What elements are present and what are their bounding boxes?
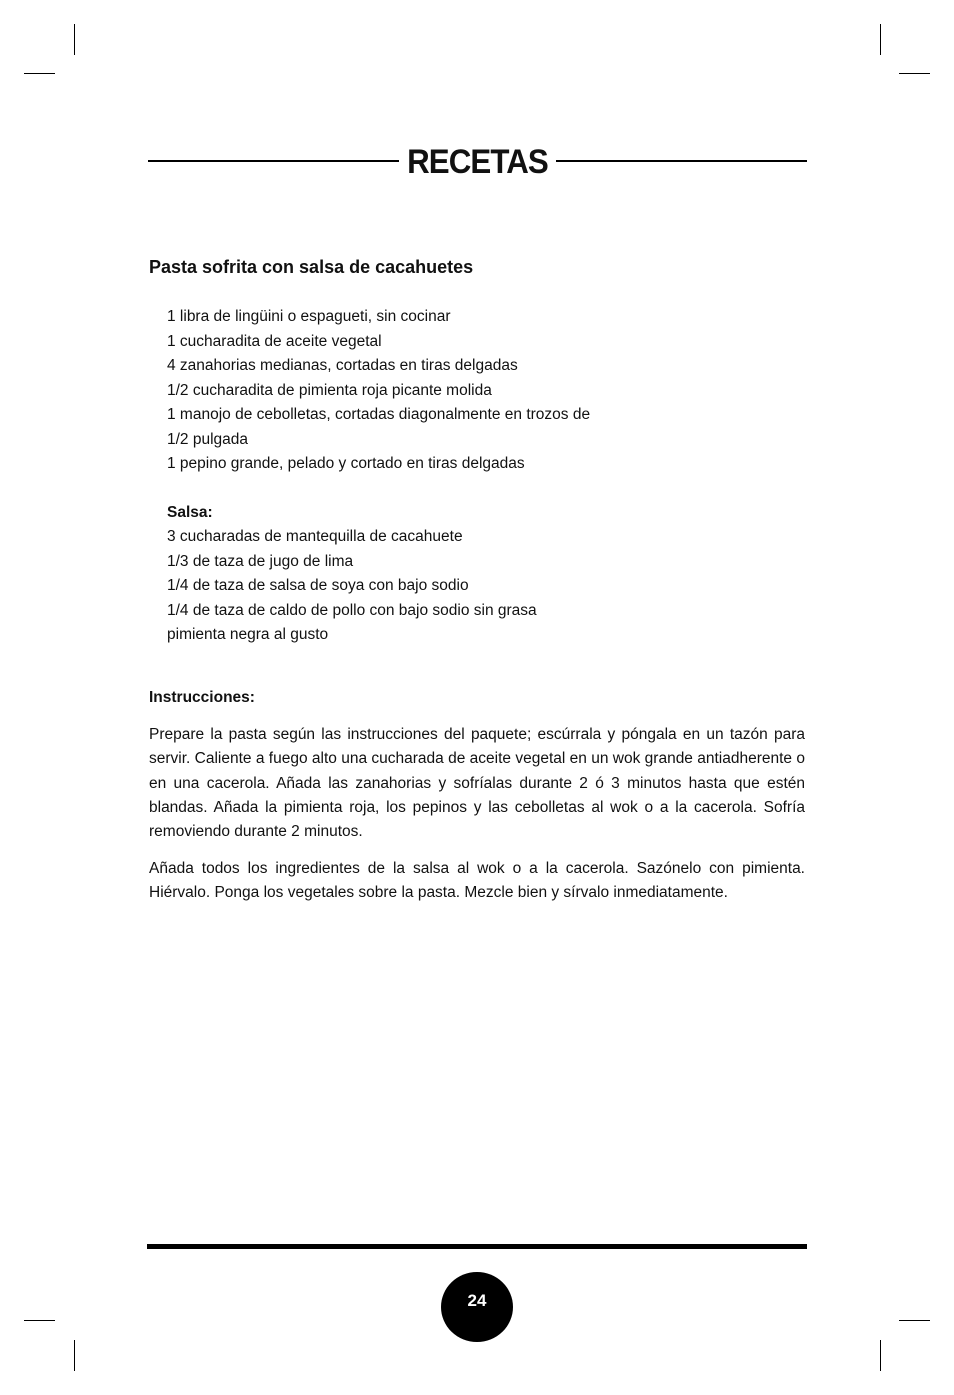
list-item: 1 libra de lingüini o espagueti, sin cocinar xyxy=(167,308,451,325)
list-item: 1/4 de taza de caldo de pollo con bajo sodio sin grasa xyxy=(167,601,537,619)
instructions-paragraph: Prepare la pasta según las instrucciones del paquete; escúrrala y póngala en un tazón para servir. Caliente a fuego alto una cucharada de aceite vegetal en un wok grande antiadherente o en una cacerola. Añada las zanahorias y sofríalas durante 2 ó 3 minutos hasta que estén blandas. Añada la pimienta roja, los pepinos y las cebolletas al wok o a la cacerola. Sofría removiendo durante 2 minutos. xyxy=(149,726,805,841)
list-item: 3 cucharadas de mantequilla de cacahuete xyxy=(167,528,463,545)
ingredient-list xyxy=(167,305,607,477)
crop-mark xyxy=(74,1340,75,1371)
crop-mark xyxy=(880,1340,881,1371)
list-item: 1/2 cucharadita de pimienta roja picante molida xyxy=(167,381,492,399)
crop-mark xyxy=(880,24,881,55)
page-header xyxy=(148,140,807,184)
list-item: 1/4 de taza de salsa de soya con bajo sodio xyxy=(167,577,469,594)
crop-mark xyxy=(24,1320,55,1321)
list-item: 1 cucharadita de aceite vegetal xyxy=(167,332,382,350)
crop-mark xyxy=(899,73,930,74)
page-number-badge: 24 xyxy=(441,1272,513,1342)
list-item: 1/3 de taza de jugo de lima xyxy=(167,552,354,570)
footer-rule xyxy=(147,1244,807,1249)
sauce-ingredient-list xyxy=(167,525,607,648)
crop-mark xyxy=(899,1320,930,1321)
instructions-paragraph: Añada todos los ingredientes de la salsa al wok o a la cacerola. Sazónelo con pimienta. Hiérvalo. Ponga los vegetales sobre la pasta. Mezcle bien y sírvalo inmediatamente. xyxy=(149,860,805,902)
list-item: 1 manojo de cebolletas, cortadas diagonalmente en trozos de 1/2 pulgada xyxy=(167,406,591,448)
crop-mark xyxy=(24,73,55,74)
page-title: RECETAS xyxy=(407,143,548,181)
list-item: 1 pepino grande, pelado y cortado en tiras delgadas xyxy=(167,455,525,472)
instructions-heading: Instrucciones: xyxy=(149,689,255,706)
sauce-heading: Salsa: xyxy=(167,504,213,521)
crop-mark xyxy=(74,24,75,55)
recipe-title: Pasta sofrita con salsa de cacahuetes xyxy=(149,257,474,277)
list-item: 4 zanahorias medianas, cortadas en tiras delgadas xyxy=(167,357,518,374)
list-item: pimienta negra al gusto xyxy=(167,626,329,643)
header-rule-right xyxy=(556,160,807,162)
